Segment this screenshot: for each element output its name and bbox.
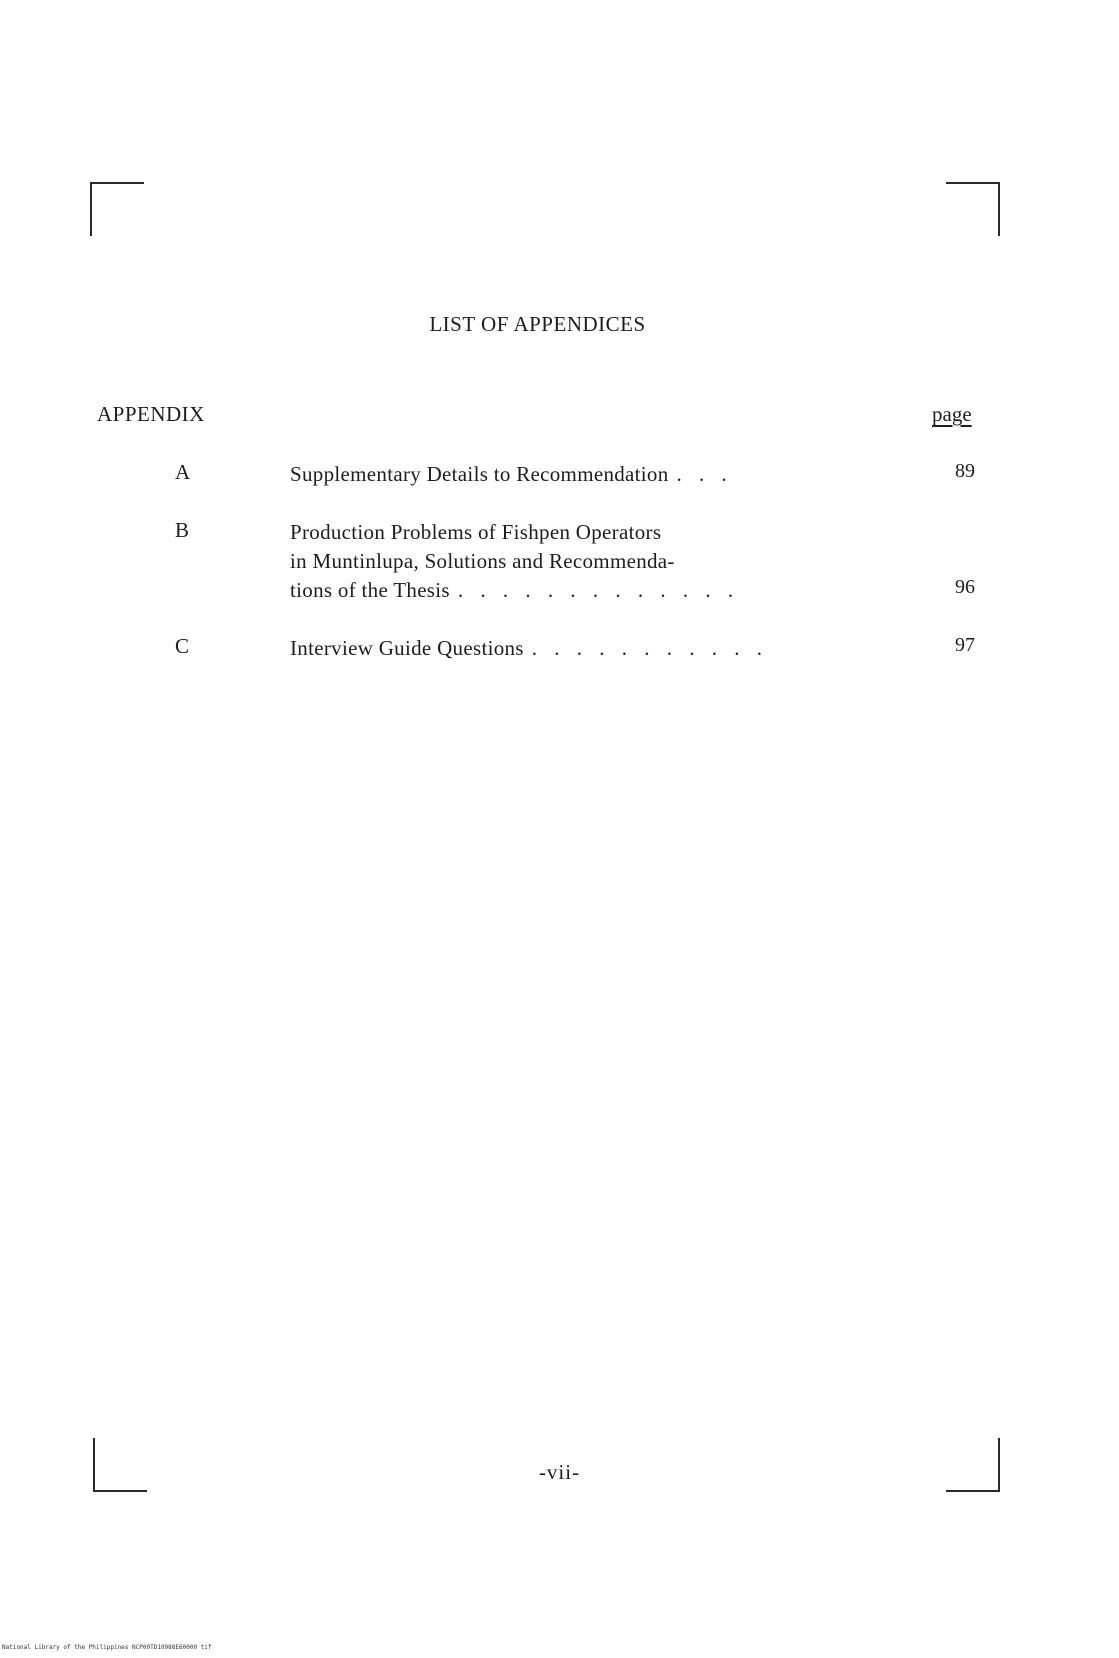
page-number: 96 <box>955 576 975 598</box>
appendix-letter: A <box>175 460 191 484</box>
page-folio: -vii- <box>538 1460 581 1484</box>
crop-mark-top-left <box>90 182 144 236</box>
appendix-title-line: in Muntinlupa, Solutions and Recommenda- <box>290 549 675 573</box>
page-title: LIST OF APPENDICES <box>429 312 646 336</box>
appendix-letter: C <box>175 634 190 658</box>
page-number: 89 <box>955 460 975 482</box>
appendix-title <box>290 460 930 489</box>
dot-leader: . . . . . . . . . . . <box>531 636 769 660</box>
appendix-title-line: tions of the Thesis <box>290 578 450 602</box>
dot-leader: . . . . . . . . . . . . . <box>457 578 740 602</box>
appendix-letter: B <box>175 518 190 542</box>
appendix-title-line: Interview Guide Questions <box>290 636 524 660</box>
page-number: 97 <box>955 634 975 656</box>
page-column-heading: page <box>932 402 972 426</box>
appendix-title <box>290 518 930 605</box>
appendix-title-line: Supplementary Details to Recommendation <box>290 462 669 486</box>
crop-mark-top-right <box>946 182 1000 236</box>
dot-leader: . . . <box>676 462 733 486</box>
appendix-column-heading: APPENDIX <box>97 402 205 426</box>
appendix-title-line: Production Problems of Fishpen Operators <box>290 520 662 544</box>
appendix-title <box>290 634 930 663</box>
scan-footer: National Library of the Philippines NCP00TD10988E60000 tif <box>2 1644 212 1651</box>
